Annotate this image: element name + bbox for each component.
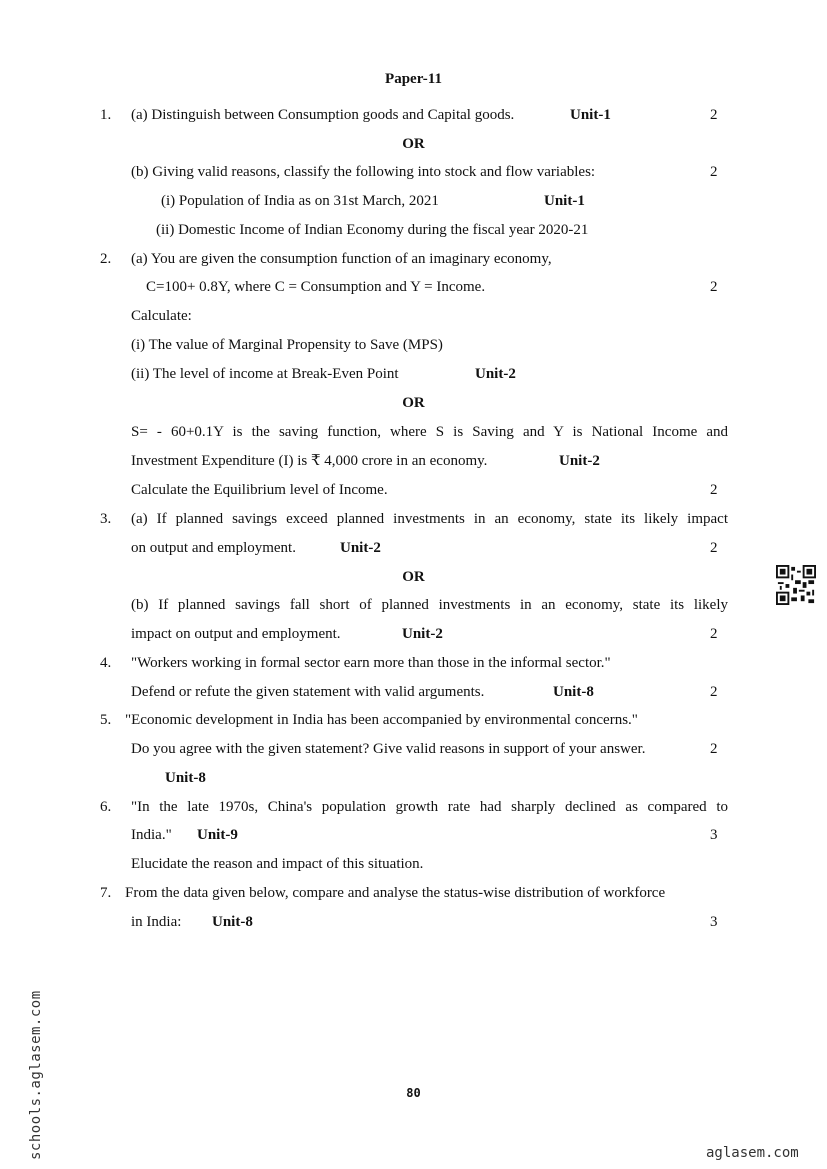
q2-b-line3: Calculate the Equilibrium level of Income.	[131, 482, 388, 498]
side-watermark: schools.aglasem.com	[28, 990, 44, 1160]
q2-part-a: (a) You are given the consumption function of an imaginary economy,	[131, 251, 552, 267]
q5-line2: Do you agree with the given statement? Give valid reasons in support of your answer.	[131, 741, 646, 757]
q2-a-marks: 2	[710, 279, 718, 295]
q1-a-marks: 2	[710, 107, 718, 123]
q3-a-marks: 2	[710, 540, 718, 556]
q7-line1: From the data given below, compare and analyse the status-wise distribution of workforce	[125, 885, 666, 901]
qr-code-icon	[776, 565, 816, 605]
question-number: 5.	[100, 712, 112, 728]
q3-a-unit: Unit-2	[340, 540, 381, 556]
q2-calculate: Calculate:	[131, 308, 192, 324]
q2-item-ii: (ii) The level of income at Break-Even Point	[131, 366, 399, 382]
q6-marks: 3	[710, 827, 718, 843]
q1-b-item-ii: (ii) Domestic Income of Indian Economy during the fiscal year 2020-21	[156, 222, 589, 238]
page-number: 80	[406, 1086, 421, 1100]
q7-line2: in India:	[131, 914, 182, 930]
q1-b-unit: Unit-1	[544, 193, 585, 209]
q4-marks: 2	[710, 684, 718, 700]
q4-line1: "Workers working in formal sector earn more than those in the informal sector."	[131, 655, 611, 671]
q2-b-line1: S= - 60+0.1Y is the saving function, where S is Saving and Y is National Income and	[131, 424, 728, 440]
q3-b-marks: 2	[710, 626, 718, 642]
q5-unit: Unit-8	[165, 770, 206, 786]
q6-line3: Elucidate the reason and impact of this situation.	[131, 856, 424, 872]
question-number: 7.	[100, 885, 112, 901]
q1-or: OR	[402, 136, 425, 152]
q1-part-a: (a) Distinguish between Consumption goods and Capital goods.	[131, 107, 515, 123]
q6-unit: Unit-9	[197, 827, 238, 843]
q2-b-line2: Investment Expenditure (I) is ₹ 4,000 crore in an economy.	[131, 453, 488, 469]
q5-marks: 2	[710, 741, 718, 757]
q3-or: OR	[402, 569, 425, 585]
q3-a-line1: (a) If planned savings exceed planned investments in an economy, state its likely impact	[131, 511, 728, 527]
q5-line1: "Economic development in India has been accompanied by environmental concerns."	[125, 712, 638, 728]
q6-line1: "In the late 1970s, China's population growth rate had sharply declined as compared to	[131, 799, 728, 815]
q2-b-marks: 2	[710, 482, 718, 498]
q2-b-unit: Unit-2	[559, 453, 600, 469]
q2-a-equation: C=100+ 0.8Y, where C = Consumption and Y = Income.	[146, 279, 486, 295]
question-number: 4.	[100, 655, 112, 671]
question-number: 1.	[100, 107, 112, 123]
q3-b-line1: (b) If planned savings fall short of planned investments in an economy, state its likely	[131, 597, 728, 613]
corner-watermark: aglasem.com	[706, 1145, 799, 1161]
q3-a-line2: on output and employment.	[131, 540, 296, 556]
q6-line2: India."	[131, 827, 172, 843]
q1-b-marks: 2	[710, 164, 718, 180]
question-number: 3.	[100, 511, 112, 527]
q2-ii-unit: Unit-2	[475, 366, 516, 382]
question-number: 2.	[100, 251, 112, 267]
q4-unit: Unit-8	[553, 684, 594, 700]
q2-item-i: (i) The value of Marginal Propensity to Save (MPS)	[131, 337, 443, 353]
q4-line2: Defend or refute the given statement with valid arguments.	[131, 684, 485, 700]
q1-a-unit: Unit-1	[570, 107, 611, 123]
q3-b-unit: Unit-2	[402, 626, 443, 642]
q1-part-b: (b) Giving valid reasons, classify the following into stock and flow variables:	[131, 164, 596, 180]
q7-unit: Unit-8	[212, 914, 253, 930]
q1-b-item-i: (i) Population of India as on 31st March, 2021	[161, 193, 439, 209]
page-title: Paper-11	[385, 71, 442, 87]
q3-b-line2: impact on output and employment.	[131, 626, 341, 642]
question-number: 6.	[100, 799, 112, 815]
q2-or: OR	[402, 395, 425, 411]
q7-marks: 3	[710, 914, 718, 930]
